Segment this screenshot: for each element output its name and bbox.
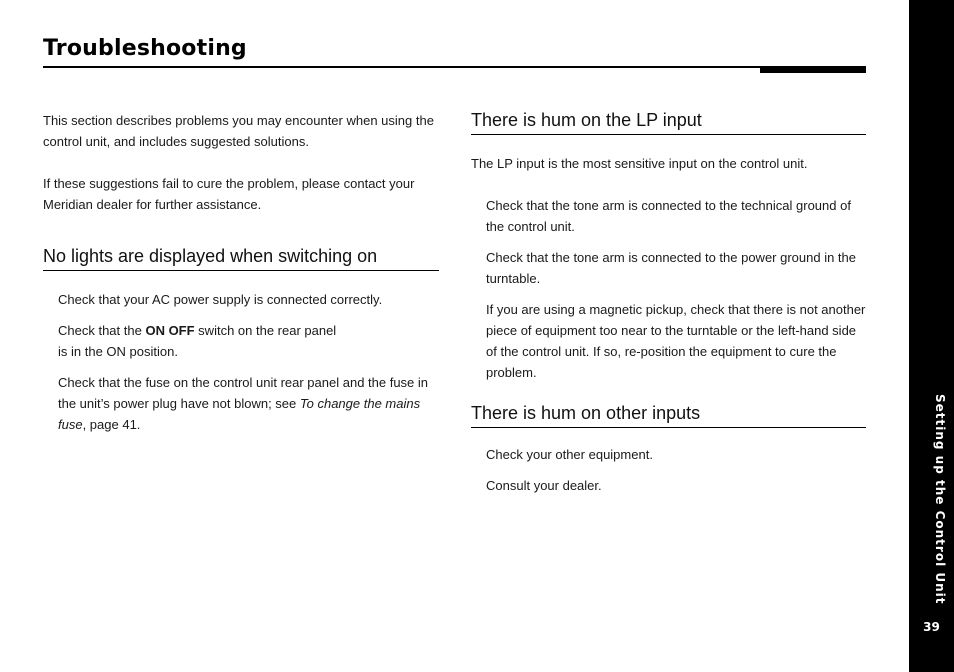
on-off-switch-label: ON OFF — [145, 323, 195, 338]
hum-lp-intro: The LP input is the most sensitive input on the control unit. — [471, 156, 808, 171]
no-lights-item-3-post: , page 41. — [82, 417, 141, 432]
right-column — [471, 110, 866, 506]
no-lights-item-3 — [43, 372, 439, 435]
page-number: 39 — [923, 620, 940, 634]
no-lights-item-2-mid: switch on the rear panel — [194, 323, 337, 338]
title-rule — [43, 66, 866, 68]
hum-other-item-2: Consult your dealer. — [486, 478, 602, 493]
hum-lp-item-3: If you are using a magnetic pickup, check that there is not another piece of equipment too near to the turntable or the left-hand side of the control unit. If so, re-position the equipment to cure the problem. — [486, 302, 866, 380]
title-rule-tab — [760, 67, 866, 73]
hum-other-item-1: Check your other equipment. — [486, 447, 653, 462]
side-bar — [909, 0, 954, 672]
intro-paragraph-1: This section describes problems you may encounter when using the control unit, and includes suggested solutions. — [43, 113, 434, 149]
hum-lp-item-2: Check that the tone arm is connected to the power ground in the turntable. — [486, 250, 857, 286]
no-lights-item-2-post: is in the ON position. — [58, 344, 178, 359]
page-title: Troubleshooting — [43, 36, 247, 61]
fuse-reference: To change the mains fuse — [58, 396, 421, 432]
hum-lp-heading: There is hum on the LP input — [471, 110, 866, 135]
left-column — [43, 110, 439, 445]
intro-paragraph-2: If these suggestions fail to cure the problem, please contact your Meridian dealer for further assistance. — [43, 176, 415, 212]
hum-lp-item-1: Check that the tone arm is connected to the technical ground of the control unit. — [486, 198, 851, 234]
no-lights-item-3-pre: Check that the fuse on the control unit rear panel and the fuse in the unit’s power plug have not blown; see — [58, 375, 429, 411]
no-lights-item-2 — [43, 320, 439, 362]
section-side-label: Setting up the Control Unit — [933, 394, 947, 605]
no-lights-item-2-pre: Check that the — [58, 323, 146, 338]
hum-other-heading: There is hum on other inputs — [471, 403, 866, 428]
no-lights-item-1: Check that your AC power supply is connected correctly. — [58, 292, 383, 307]
no-lights-heading: No lights are displayed when switching on — [43, 246, 439, 271]
